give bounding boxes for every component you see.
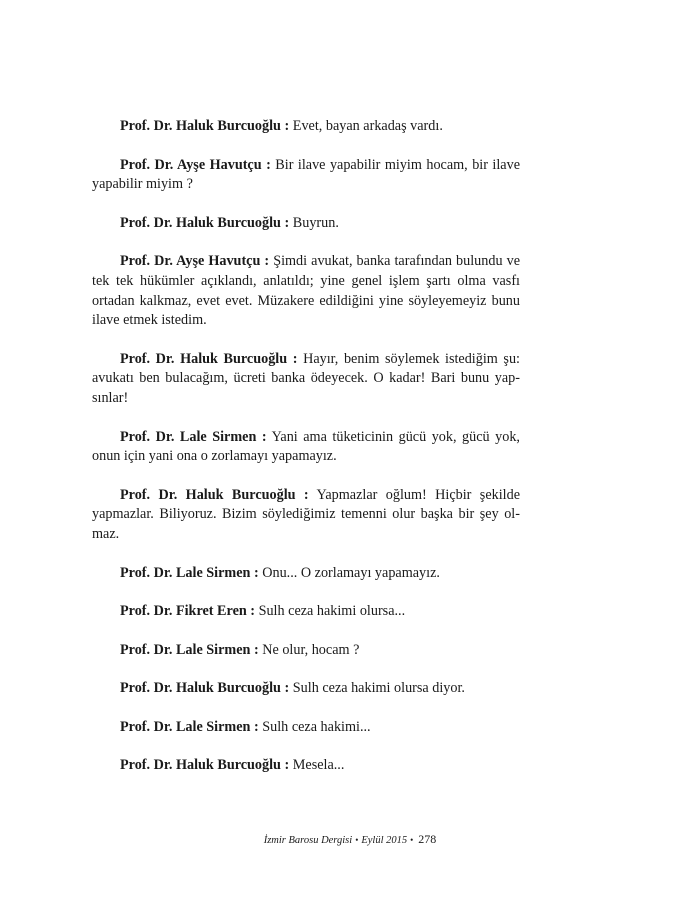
speech-text: Buyrun.	[289, 214, 339, 231]
speaker-name: Prof. Dr. Haluk Burcuoğlu :	[120, 118, 290, 134]
speaker-name: Prof. Dr. Haluk Burcuoğlu :	[120, 680, 290, 697]
transcript-paragraph	[92, 252, 520, 330]
speech-text: Hayır, benim söylemek istediğim şu: avukatı ben bulacağım, ücreti banka ödeyecek. O kadar! Bari bunu yapsınlar!	[92, 350, 520, 406]
speaker-name: Prof. Dr. Lale Sirmen :	[120, 564, 259, 581]
speech-text: Yapmazlar oğlum! Hiçbir şekilde yapmazlar. Biliyoruz. Bizim söylediğimiz temenni olur başka bir şey olmaz.	[92, 486, 520, 542]
transcript-paragraph	[92, 117, 520, 137]
transcript-paragraph	[92, 602, 520, 622]
transcript-paragraph	[92, 641, 520, 661]
speech-text: Onu... O zorlamayı yapamayız.	[258, 564, 440, 581]
issue-date: Eylül 2015	[361, 835, 408, 846]
speaker-name: Prof. Dr. Lale Sirmen :	[120, 718, 259, 735]
transcript-paragraph	[92, 564, 520, 584]
speaker-name: Prof. Dr. Haluk Burcuoğlu :	[120, 486, 309, 503]
speech-text: Sulh ceza hakimi olursa...	[255, 603, 406, 620]
transcript-paragraph	[92, 486, 520, 545]
transcript-paragraph	[92, 156, 520, 195]
transcript-paragraph	[92, 679, 520, 699]
transcript-paragraph	[92, 718, 520, 738]
speech-text: Şimdi avukat, banka tarafından bulundu ve tek tek hükümler açıklandı, anlatıldı; yine genel işlem şartı olma vasfı ortadan kalkmaz, evet evet. Müzakere edildiğini yine söyleyemeyiz bunu ilave etmek istedim.	[92, 253, 520, 329]
transcript-body	[92, 117, 520, 795]
speech-text: Yani ama tüketicinin gücü yok, gücü yok, onun için yani ona o zorlamayı yapamayız.	[92, 428, 520, 465]
page-footer	[0, 832, 700, 847]
transcript-paragraph	[92, 756, 520, 776]
speech-text: Sulh ceza hakimi...	[258, 718, 371, 735]
page-number: 278	[418, 832, 437, 846]
speech-text: Mesela...	[289, 757, 345, 774]
speech-text: Evet, bayan arkadaş vardı.	[289, 118, 443, 134]
transcript-paragraph	[92, 428, 520, 467]
speaker-name: Prof. Dr. Lale Sirmen :	[120, 641, 259, 658]
transcript-paragraph	[92, 214, 520, 234]
speaker-name: Prof. Dr. Haluk Burcuoğlu :	[120, 214, 290, 231]
speaker-name: Prof. Dr. Ayşe Havutçu :	[120, 253, 270, 270]
speech-text: Ne olur, hocam ?	[258, 641, 360, 658]
speech-text: Sulh ceza hakimi olursa diyor.	[289, 680, 465, 697]
footer-separator: •	[355, 835, 359, 845]
speech-text: Bir ilave yapabilir miyim hocam, bir ilave yapabilir miyim ?	[92, 156, 520, 193]
speaker-name: Prof. Dr. Haluk Burcuoğlu :	[120, 350, 298, 367]
speaker-name: Prof. Dr. Ayşe Havutçu :	[120, 156, 271, 173]
speaker-name: Prof. Dr. Haluk Burcuoğlu :	[120, 757, 290, 774]
speaker-name: Prof. Dr. Lale Sirmen :	[120, 428, 267, 445]
footer-separator: •	[410, 835, 414, 845]
journal-name: İzmir Barosu Dergisi	[263, 835, 353, 846]
transcript-paragraph	[92, 350, 520, 409]
speaker-name: Prof. Dr. Fikret Eren :	[120, 603, 256, 620]
